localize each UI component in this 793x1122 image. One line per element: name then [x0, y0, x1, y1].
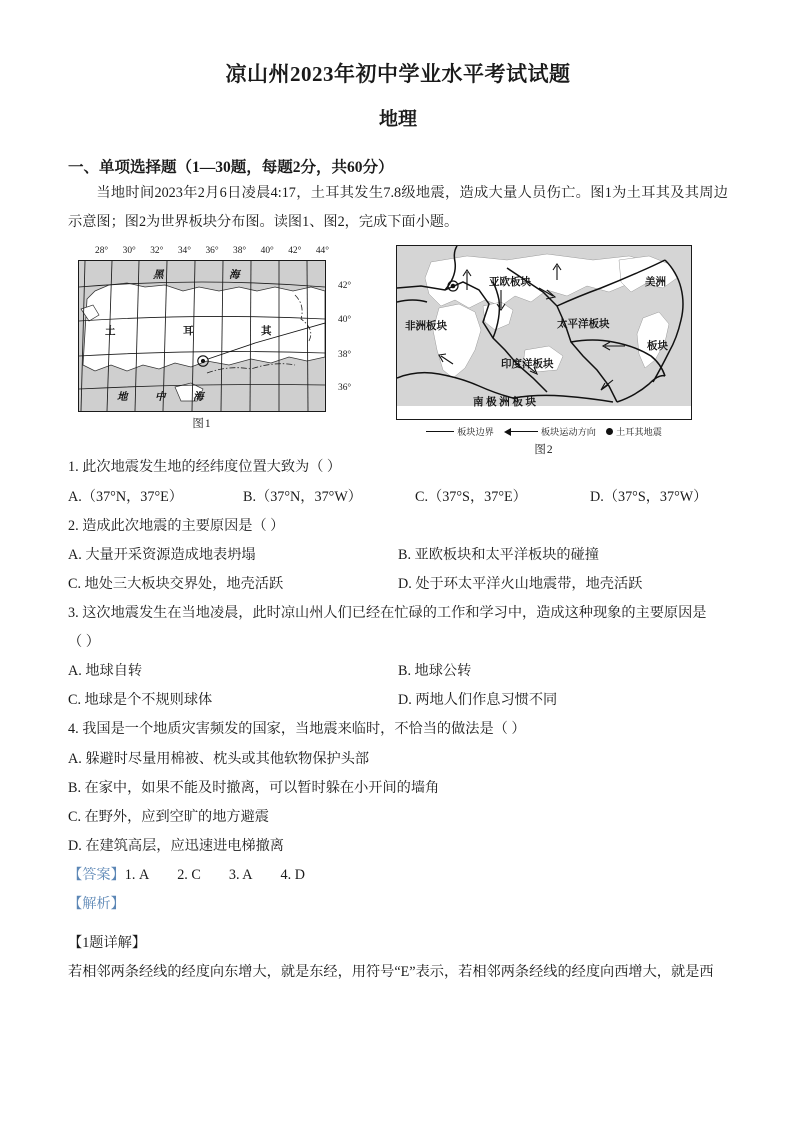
question-3-stem: 3. 这次地震发生在当地凌晨，此时凉山州人们已经在忙碌的工作和学习中，造成这种现象的主要原因是 — [68, 605, 707, 621]
lon-tick: 28° — [95, 246, 109, 257]
question-3-option-b[interactable]: B. 地球公转 — [398, 663, 472, 680]
lon-tick: 42° — [288, 246, 302, 257]
lon-tick: 34° — [177, 246, 191, 257]
answer-1: 1. A — [124, 866, 150, 883]
lon-tick: 38° — [233, 246, 247, 257]
question-1-option-d[interactable]: D.（37°S，37°W） — [590, 488, 708, 505]
question-4-option-c[interactable]: C. 在野外，应到空旷的地方避震 — [68, 808, 269, 825]
map-label-med-sea-2: 中 — [155, 392, 166, 404]
question-3-option-c[interactable]: C. 地球是个不规则球体 — [68, 692, 213, 709]
map-label-med-sea-1: 地 — [117, 392, 128, 404]
map-label-turkey-3: 其 — [261, 326, 272, 338]
question-3-option-d[interactable]: D. 两地人们作息习惯不同 — [398, 692, 558, 709]
plate-label-african: 非洲板块 — [405, 321, 447, 333]
figure-1-longitude-axis — [97, 245, 327, 260]
page-title: 凉山州2023年初中学业水平考试试题 — [225, 62, 571, 86]
detail-1-tag: 【1题详解】 — [68, 935, 147, 952]
plate-label-american-2: 板块 — [647, 341, 668, 353]
intro-paragraph: 当地时间2023年2月6日凌晨4:17，土耳其发生7.8级地震，造成大量人员伤亡。图1为土耳其及其周边示意图；图2为世界板块分布图。读图1、图2，完成下面小题。 — [68, 185, 728, 231]
page-content — [68, 0, 728, 987]
question-3-options-row-2 — [68, 686, 728, 715]
legend-quake — [606, 424, 662, 438]
map-label-med-sea-3: 海 — [193, 392, 204, 404]
figure-1-frame — [78, 260, 326, 412]
answer-2: 2. C — [177, 866, 201, 883]
question-2-option-a[interactable]: A. 大量开采资源造成地表坍塌 — [68, 546, 256, 563]
answer-line — [68, 861, 728, 890]
subject-title: 地理 — [378, 109, 417, 131]
lat-tick: 36° — [338, 383, 352, 394]
plate-label-pacific: 太平洋板块 — [557, 319, 610, 331]
plate-label-antarctic: 南 极 洲 板 块 — [473, 397, 536, 409]
question-3-options-row-1 — [68, 657, 728, 686]
question-3-stem-continued: （ ） — [68, 634, 100, 651]
plate-label-eurasian: 亚欧板块 — [489, 277, 531, 289]
map-label-black-sea-1: 黑 — [153, 270, 164, 282]
answer-items — [125, 867, 333, 883]
legend-boundary-label: 板块边界 — [457, 427, 494, 438]
answer-tag: 【答案】 — [68, 866, 125, 883]
lat-tick: 40° — [338, 315, 352, 326]
lon-tick: 44° — [315, 246, 329, 257]
plate-label-american: 美洲 — [645, 277, 666, 289]
question-2-stem: 2. 造成此次地震的主要原因是（ ） — [68, 517, 285, 534]
lon-tick: 40° — [260, 246, 274, 257]
question-4-stem: 4. 我国是一个地质灾害频发的国家，当地震来临时，不恰当的做法是（ ） — [68, 721, 526, 738]
question-2-options-row-2 — [68, 570, 728, 599]
question-1-option-c[interactable]: C.（37°S，37°E） — [415, 488, 527, 505]
lat-tick: 38° — [338, 350, 352, 361]
figure-1-caption: 图1 — [192, 418, 212, 431]
map-label-turkey-2: 耳 — [183, 326, 194, 338]
question-1-options — [68, 483, 728, 512]
question-2-option-b[interactable]: B. 亚欧板块和太平洋板块的碰撞 — [398, 546, 599, 563]
question-2-options-row-1 — [68, 541, 728, 570]
legend-quake-label: 土耳其地震 — [615, 427, 662, 438]
answer-3: 3. A — [228, 866, 253, 883]
question-4-option-b[interactable]: B. 在家中，如果不能及时撤离，可以暂时躲在小开间的墙角 — [68, 779, 440, 796]
quake-dot-icon — [606, 428, 613, 435]
question-4-option-a[interactable]: A. 躲避时尽量用棉被、枕头或其他软物保护头部 — [68, 750, 370, 767]
figure-2-frame — [396, 245, 692, 420]
question-1-stem: 1. 此次地震发生地的经纬度位置大致为（ ） — [68, 459, 342, 476]
figure-2-legend — [396, 424, 692, 438]
lon-tick: 36° — [205, 246, 219, 257]
question-2-option-c[interactable]: C. 地处三大板块交界处，地壳活跃 — [68, 575, 284, 592]
figure-1-map-area — [78, 260, 366, 412]
lat-tick: 42° — [338, 281, 352, 292]
analysis-tag: 【解析】 — [68, 896, 125, 913]
plate-label-indian: 印度洋板块 — [501, 359, 554, 371]
figure-1-latitude-axis — [336, 260, 366, 412]
figure-1 — [78, 245, 366, 431]
figure-2 — [368, 245, 728, 457]
map-label-black-sea-2: 海 — [229, 270, 240, 282]
question-4-option-d[interactable]: D. 在建筑高层，应迅速进电梯撤离 — [68, 837, 284, 854]
legend-boundary — [426, 424, 494, 438]
legend-direction — [504, 424, 596, 438]
answer-4: 4. D — [280, 866, 305, 883]
detail-1-text: 若相邻两条经线的经度向东增大，就是东经，用符号“E”表示，若相邻两条经线的经度向西增大，就是西 — [68, 964, 714, 981]
plate-boundary-line-icon — [426, 431, 454, 432]
question-1-option-a[interactable]: A.（37°N，37°E） — [68, 488, 183, 505]
arrow-left-icon — [504, 427, 538, 435]
legend-direction-label: 板块运动方向 — [540, 427, 596, 438]
lon-tick: 32° — [150, 246, 164, 257]
question-1-option-b[interactable]: B.（37°N，37°W） — [243, 488, 362, 505]
figure-2-caption: 图2 — [534, 444, 554, 457]
figures-row — [68, 245, 728, 457]
question-3-option-a[interactable]: A. 地球自转 — [68, 663, 143, 680]
map-label-turkey-1: 土 — [105, 326, 116, 338]
question-2-option-d[interactable]: D. 处于环太平洋火山地震带，地壳活跃 — [398, 575, 643, 592]
lon-tick: 30° — [122, 246, 136, 257]
section-heading: 一、单项选择题（1—30题，每题2分，共60分） — [68, 158, 394, 176]
